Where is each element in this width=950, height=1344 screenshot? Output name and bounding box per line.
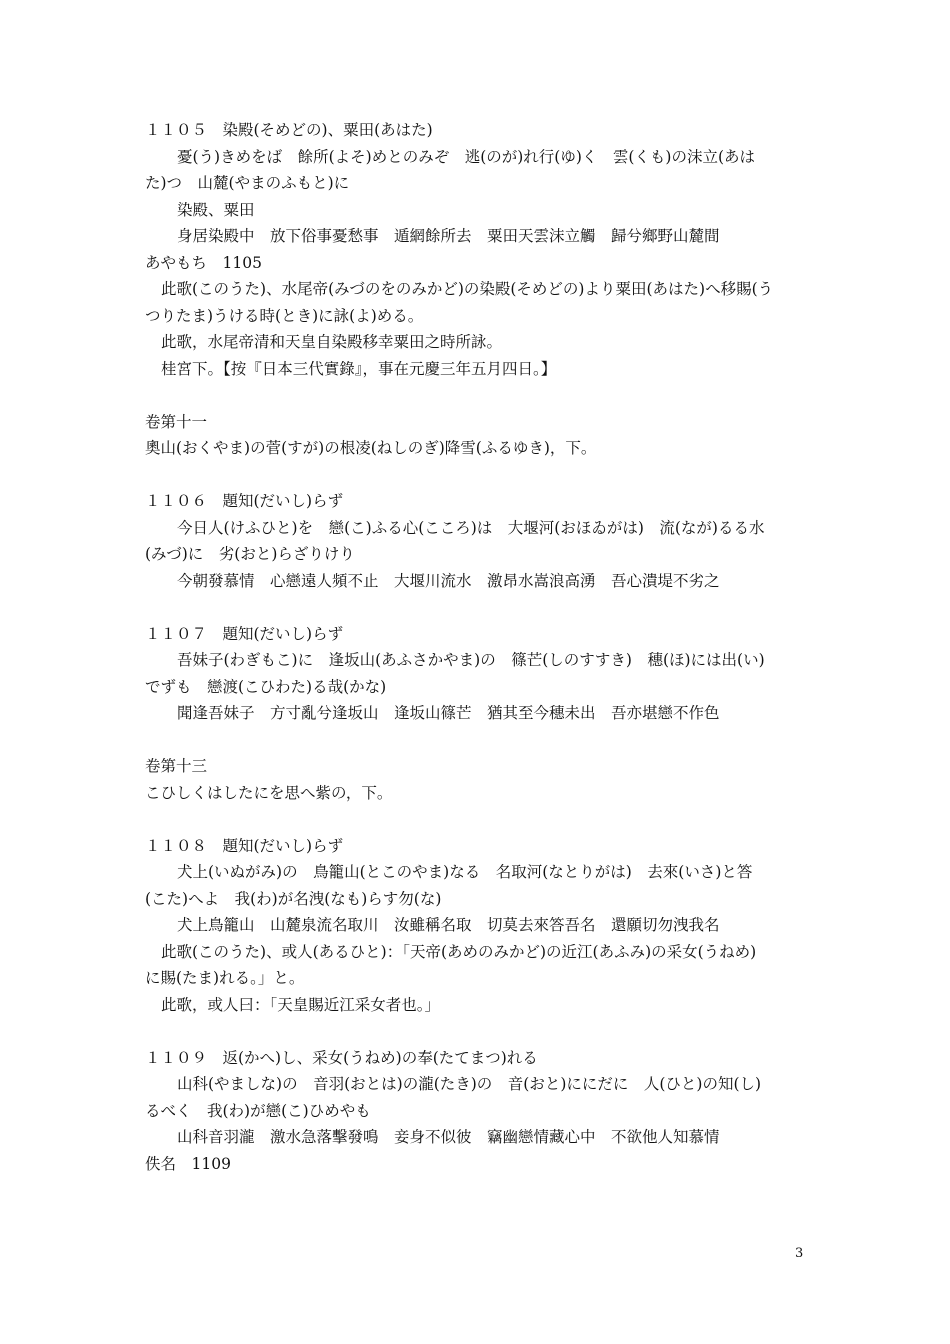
section-heading: 卷第十三 <box>145 757 208 775</box>
blank-line <box>145 727 810 754</box>
text-line: 山科(やましな)の 音羽(おとは)の瀧(たき)の 音(おと)ににだに 人(ひと)の知(し) <box>177 1075 762 1093</box>
text-line: 佚名 1109 <box>145 1154 231 1173</box>
text-line: でずも 戀渡(こひわた)る哉(かな) <box>145 677 387 696</box>
text-line: 犬上(いぬがみ)の 鳥籠山(とこのやま)なる 名取河(なとりがは) 去來(いさ)と答 <box>177 863 753 881</box>
poem-heading: １１０６ 題知(だいし)らず <box>145 492 344 510</box>
page-number: 3 <box>795 1246 804 1261</box>
blank-line <box>145 594 810 621</box>
blank-line <box>145 382 810 409</box>
text-line: つりたま)うける時(とき)に詠(よ)める。 <box>145 306 424 325</box>
text-line: た)つ 山麓(やまのふもと)に <box>145 174 350 192</box>
text-line: るべく 我(わ)が戀(こ)ひめやも <box>145 1101 371 1120</box>
text-line: 奧山(おくやま)の菅(すが)の根凌(ねしのぎ)降雪(ふるゆき)，下。 <box>145 439 597 457</box>
text-line: 此歌(このうた)、或人(あるひと)：「天帝(あめのみかど)の近江(あふみ)の采女(うねめ) <box>161 942 757 961</box>
text-line: 此歌(このうた)、水尾帝(みづのをのみかど)の染殿(そめどの)より粟田(あはた)へ移賜(う <box>161 280 774 298</box>
text-line: 山科音羽瀧 激水急落擊發鳴 妾身不似彼 竊幽戀情藏心中 不欲他人知慕情 <box>177 1128 720 1146</box>
text-line: 犬上鳥籠山 山麓泉流名取川 汝雖稱名取 切莫去來答吾名 還願切勿洩我名 <box>177 916 720 934</box>
text-line: こひしくはしたにを思へ紫の，下。 <box>145 783 393 802</box>
text-line: １１０５ 染殿(そめどの)、粟田(あはた) <box>145 121 433 139</box>
text-line: あやもち 1105 <box>145 253 262 272</box>
blank-line <box>145 462 810 489</box>
text-line: 今日人(けふひと)を 戀(こ)ふる心(こころ)は 大堰河(おほゐがは) 流(なが)るる水 <box>177 518 765 537</box>
document-body <box>145 117 810 1177</box>
poem-heading: １１０９ 返(かへ)し、采女(うねめ)の奉(たてまつ)れる <box>145 1048 538 1067</box>
text-line: に賜(たま)れる。」と。 <box>145 969 305 987</box>
section-heading: 卷第十一 <box>145 412 208 431</box>
text-line: (こた)へよ 我(わ)が名洩(なも)らす勿(な) <box>145 889 442 908</box>
blank-line <box>145 1018 810 1045</box>
text-line: 今朝發慕情 心戀遠人頻不止 大堰川流水 激昂水嵩浪高湧 吾心潰堤不劣之 <box>177 571 720 590</box>
text-line: 身居染殿中 放下俗事憂愁事 遁網餘所去 粟田天雲沫立觸 歸兮鄉野山麓間 <box>177 227 720 245</box>
text-line: 吾妹子(わぎもこ)に 逢坂山(あふさかやま)の 篠芒(しのすすき) 穗(ほ)には出(い) <box>177 651 765 669</box>
poem-heading: １１０７ 題知(だいし)らず <box>145 624 344 643</box>
text-line: 此歌，或人曰：「天皇賜近江采女者也。」 <box>161 995 441 1014</box>
blank-line <box>145 806 810 833</box>
text-line: 憂(う)きめをば 餘所(よそ)めとのみぞ 逃(のが)れ行(ゆ)く 雲(くも)の沫立(あは <box>177 147 756 166</box>
text-line: 染殿、粟田 <box>177 200 255 219</box>
text-line: (みづ)に 劣(おと)らざりけり <box>145 545 355 563</box>
text-line: 桂宮下。【按『日本三代實錄』，事在元慶三年五月四日。】 <box>161 359 557 378</box>
text-line: 聞逢吾妹子 方寸亂兮逢坂山 逢坂山篠芒 猶其至今穗未出 吾亦堪戀不作色 <box>177 704 720 722</box>
text-line: 此歌，水尾帝清和天皇自染殿移幸粟田之時所詠。 <box>161 333 503 351</box>
poem-heading: １１０８ 題知(だいし)らず <box>145 836 344 855</box>
